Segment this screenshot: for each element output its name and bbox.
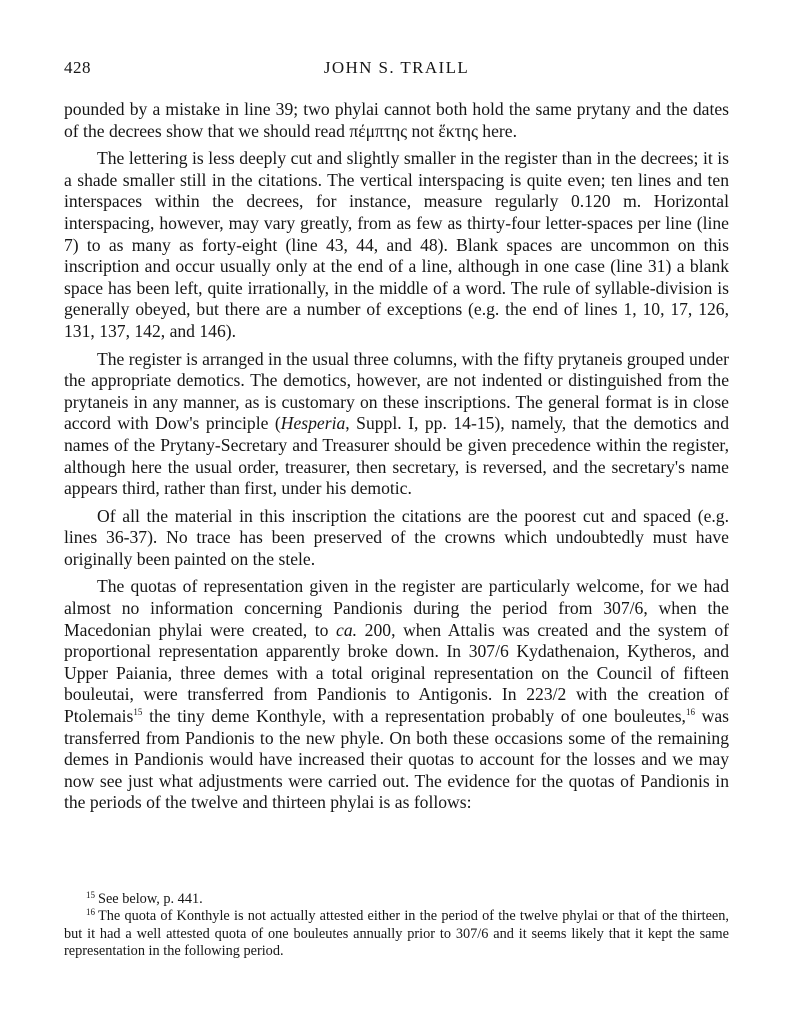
paragraph-5 xyxy=(64,576,729,814)
paragraph-5-text-d: was transferred from Pandionis to the new phyle. On both these occasions some of the remaining demes in Pandionis would have increased their quotas to account for the losses and we may now see just what adjustments were carried out. The evidence for the quotas of Pandionis in the periods of the twelve and thirteen phylai is as follows: xyxy=(64,706,729,813)
paragraph-5-text-b: 200, when Attalis was created and the system of proportional representation apparently broke down. In 307/6 Kydathenaion, Kytheros, and Upper Paiania, three demes with a total original representation on the Council of fifteen bouleutai, were transferred from Pandionis to Antigonis. In 223/2 with the creation of Ptolemais xyxy=(64,619,729,727)
footnote-16 xyxy=(64,908,729,960)
footnote-16-text: The quota of Konthyle is not actually attested either in the period of the twelve phylai or that of the thirteen, but it had a well attested quota of one bouleutes annually prior to 307/6 and it seems likely that it kept the same representation in the following period. xyxy=(64,908,729,960)
paragraph-5-text-a: The quotas of representation given in the register are particularly welcome, for we had almost no information concerning Pandionis during the period from 307/6, when the Macedonian phylai were created, to xyxy=(64,576,729,640)
footnote-15-text: See below, p. 441. xyxy=(98,891,203,907)
footnote-16-mark: 16 xyxy=(86,907,95,918)
page-header xyxy=(64,58,729,82)
footnote-ref-16: 16 xyxy=(685,707,695,718)
paragraph-3-text-a: The register is arranged in the usual three columns, with the fifty prytaneis grouped under the appropriate demotics. The demotics, however, are not indented or distinguished from the prytaneis in any manner, as is customary on these inscriptions. The general format is in close accord with Dow's principle ( xyxy=(64,348,729,434)
running-head: JOHN S. TRAILL xyxy=(323,58,470,77)
circa-abbrev: ca. xyxy=(336,619,358,640)
footnote-15 xyxy=(64,891,729,908)
paragraph-3 xyxy=(64,349,729,500)
paragraph-5-text-c: the tiny deme Konthyle, with a representation probably of one bouleutes, xyxy=(142,706,686,727)
paragraph-2: The lettering is less deeply cut and slightly smaller in the register than in the decrees; it is a shade smaller still in the citations. The vertical interspacing is quite even; ten lines and ten interspaces within the decrees, for instance, measure regularly 0.120 m. Horizontal interspacing, however, may vary greatly, from as few as thirty-four letter-spaces per line (line 7) to as many as forty-eight (line 43, 44, and 48). Blank spaces are uncommon on this inscription and occur usually only at the end of a line, although in one case (line 31) a blank space has been left, quite irrationally, in the middle of a word. The rule of syllable-division is generally obeyed, but there are a number of exceptions (e.g. the end of lines 1, 10, 17, 126, 131, 137, 142, and 146). xyxy=(64,148,729,341)
footnote-ref-15: 15 xyxy=(133,707,143,718)
paragraph-1: pounded by a mistake in line 39; two phylai cannot both hold the same prytany and the dates of the decrees show that we should read πέμπτης not ἕκτης here. xyxy=(64,99,729,141)
footnotes xyxy=(64,891,729,961)
page-number: 428 xyxy=(64,58,91,77)
journal-title: Hesperia xyxy=(280,413,346,434)
body-text xyxy=(64,99,729,820)
footnote-15-mark: 15 xyxy=(86,890,95,900)
paragraph-3-text-b: , Suppl. I, pp. 14-15), namely, that the demotics and names of the Prytany-Secretary and Treasurer should be given precedence within the register, although here the usual order, treasurer, then secretary, is reversed, and the secretary's name appears third, rather than first, under his demotic. xyxy=(64,413,729,499)
paragraph-4: Of all the material in this inscription the citations are the poorest cut and spaced (e.g. lines 36-37). No trace has been preserved of the crowns which undoubtedly must have originally been painted on the stele. xyxy=(64,505,729,569)
